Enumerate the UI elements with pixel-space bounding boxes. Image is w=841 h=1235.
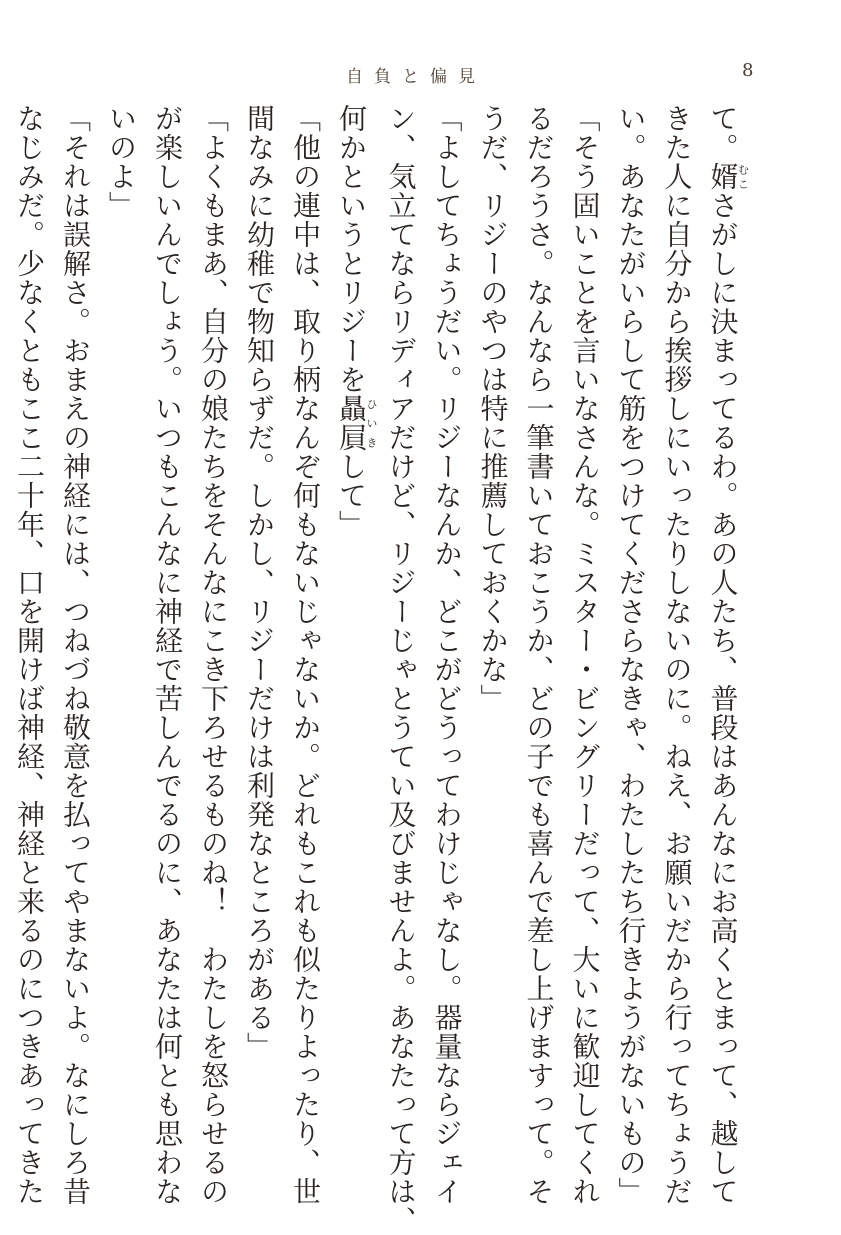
ruby-annotation: 婿むこ bbox=[706, 162, 750, 191]
text-line: いのよ」 bbox=[105, 104, 138, 220]
body-text bbox=[6, 104, 750, 1235]
text-line: 「他の連中は、取り柄なんぞ何もないじゃないか。どれもこれも似たりよったり、世 bbox=[289, 104, 322, 1206]
running-title: 自負と偏見 bbox=[346, 67, 486, 87]
text-line: て。婿むこさがしに決まってるわ。あの人たち、普段はあんなにお高くとまって、越して bbox=[706, 104, 750, 1206]
text-line: 「そう固いことを言いなさんな。ミスター・ビングリーだって、大いに歓迎してくれ bbox=[568, 104, 602, 1206]
text-line: い。あなたがいらして筋をつけてくださらなきゃ、わたしたち行きようがないもの」 bbox=[614, 104, 648, 1206]
text-line: 何かというとリジーを贔屓ひいきして」 bbox=[335, 104, 378, 539]
text-line: ン、気立てならリディアだけど、リジーじゃとうてい及びませんよ。あなたって方は、 bbox=[384, 104, 418, 1235]
page-number: 8 bbox=[742, 60, 754, 81]
text-line: 「よくもまあ、自分の娘たちをそんなにこき下ろせるものね！ わたしを怒らせるの bbox=[197, 104, 230, 1206]
text-line: うだ、リジーのやつは特に推薦しておくかな」 bbox=[476, 104, 510, 713]
text-line: るだろうさ。なんなら一筆書いておこうか、どの子でも喜んで差し上げますって。そ bbox=[522, 104, 556, 1206]
text-line: きた人に自分から挨拶しにいったりしないのに。ねえ、お願いだから行ってちょうだ bbox=[660, 104, 694, 1206]
text-line: が楽しいんでしょう。いつもこんなに神経で苦しんでるのに、あなたは何とも思わな bbox=[151, 104, 184, 1206]
text-line: 間なみに幼稚で物知らずだ。しかし、リジーだけは利発なところがある」 bbox=[243, 104, 276, 1061]
text-line: 「それは誤解さ。おまえの神経には、つねづね敬意を払ってやまないよ。なにしろ昔 bbox=[59, 104, 92, 1206]
text-line: 「よしてちょうだい。リジーなんか、どこがどうってわけじゃなし。器量ならジェイ bbox=[430, 104, 464, 1206]
ruby-annotation: 贔屓ひいき bbox=[335, 394, 378, 452]
text-line: なじみだ。少なくともここ二十年、口を開けば神経、神経と来るのにつきあってきた bbox=[13, 104, 46, 1206]
